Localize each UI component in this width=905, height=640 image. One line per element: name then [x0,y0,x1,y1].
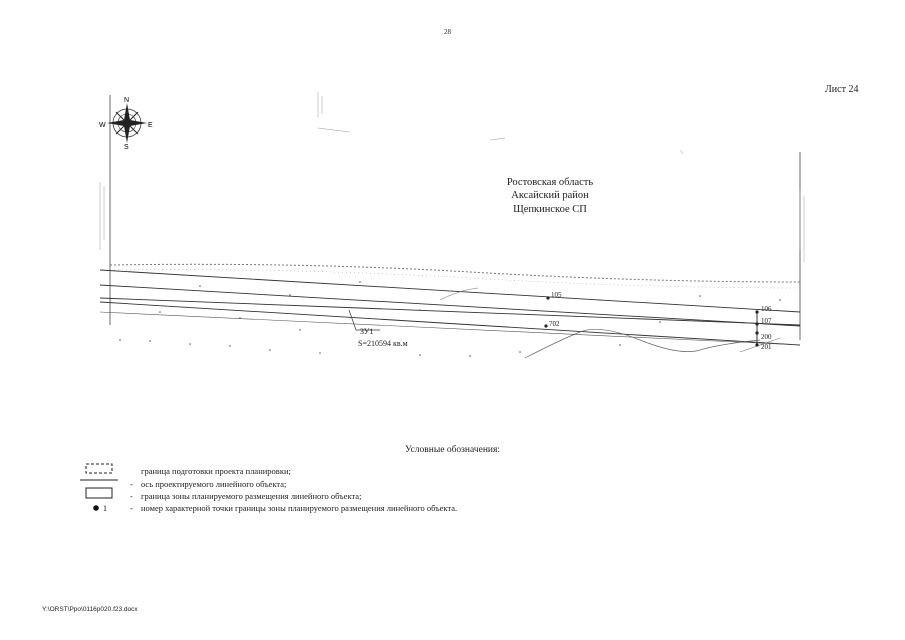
compass-e: E [148,122,153,129]
point-label-107: 107 [761,317,772,325]
legend-text-zone-boundary: граница зоны планируемого размещения линейного объекта; [140,491,362,501]
page-number: 28 [444,28,451,36]
legend-symbols [80,462,120,514]
region-label-oblast: Ростовская область [506,177,594,188]
point-label-106: 106 [761,305,772,313]
legend-item-point-number [130,503,457,513]
compass-s: S [124,144,129,151]
zone-leader-line [349,310,356,330]
point-106-marker [755,310,758,313]
legend-dash: - [130,491,133,501]
compass-n: N [124,97,130,104]
zone-boundary-mid [100,298,800,325]
compass-w: W [99,122,106,129]
zone-id-label: ЗУ1 [360,327,374,336]
point-label-200: 200 [761,333,772,341]
legend-text-point-number: номер характерной точки границы зоны планируемого размещения линейного объекта. [140,503,458,513]
point-200-marker [755,331,758,334]
planning-boundary-line [110,264,800,282]
region-label-settlement: Щепкинское СП [513,204,587,215]
point-label-105: 105 [551,291,562,299]
point-201-marker [755,343,758,346]
point-label-702: 702 [549,320,560,328]
legend-title: Условные обозначения: [404,445,500,455]
legend-dash: - [130,503,133,513]
legend-point-number: 1 [103,504,107,513]
legend-item-axis [130,479,286,489]
survey-background-marks [100,92,804,262]
sheet-label: Лист 24 [825,84,859,95]
compass-rose-icon [107,103,147,143]
point-107-marker [755,322,758,325]
legend-item-zone-boundary [130,491,361,501]
point-702-marker [544,324,547,327]
zone-boundary-bottom [100,302,800,345]
region-label-district: Аксайский район [511,190,589,201]
footer-file-path: Y:\ORST\Ppo\0116p020.f23.docx [42,606,138,613]
zone-area-label: S=210594 кв.м [358,339,408,348]
legend-zone-boundary-icon [86,488,112,498]
legend-point-marker-icon [93,505,99,511]
legend-planning-boundary-icon [86,464,112,473]
legend-text-axis: ось проектируемого линейного объекта; [140,479,287,489]
legend-text-planning-boundary: граница подготовки проекта планировки; [140,466,291,476]
legend-item-planning-boundary [130,466,291,476]
legend-dash: - [130,479,133,489]
point-105-marker [546,296,549,299]
point-label-201: 201 [761,343,772,351]
